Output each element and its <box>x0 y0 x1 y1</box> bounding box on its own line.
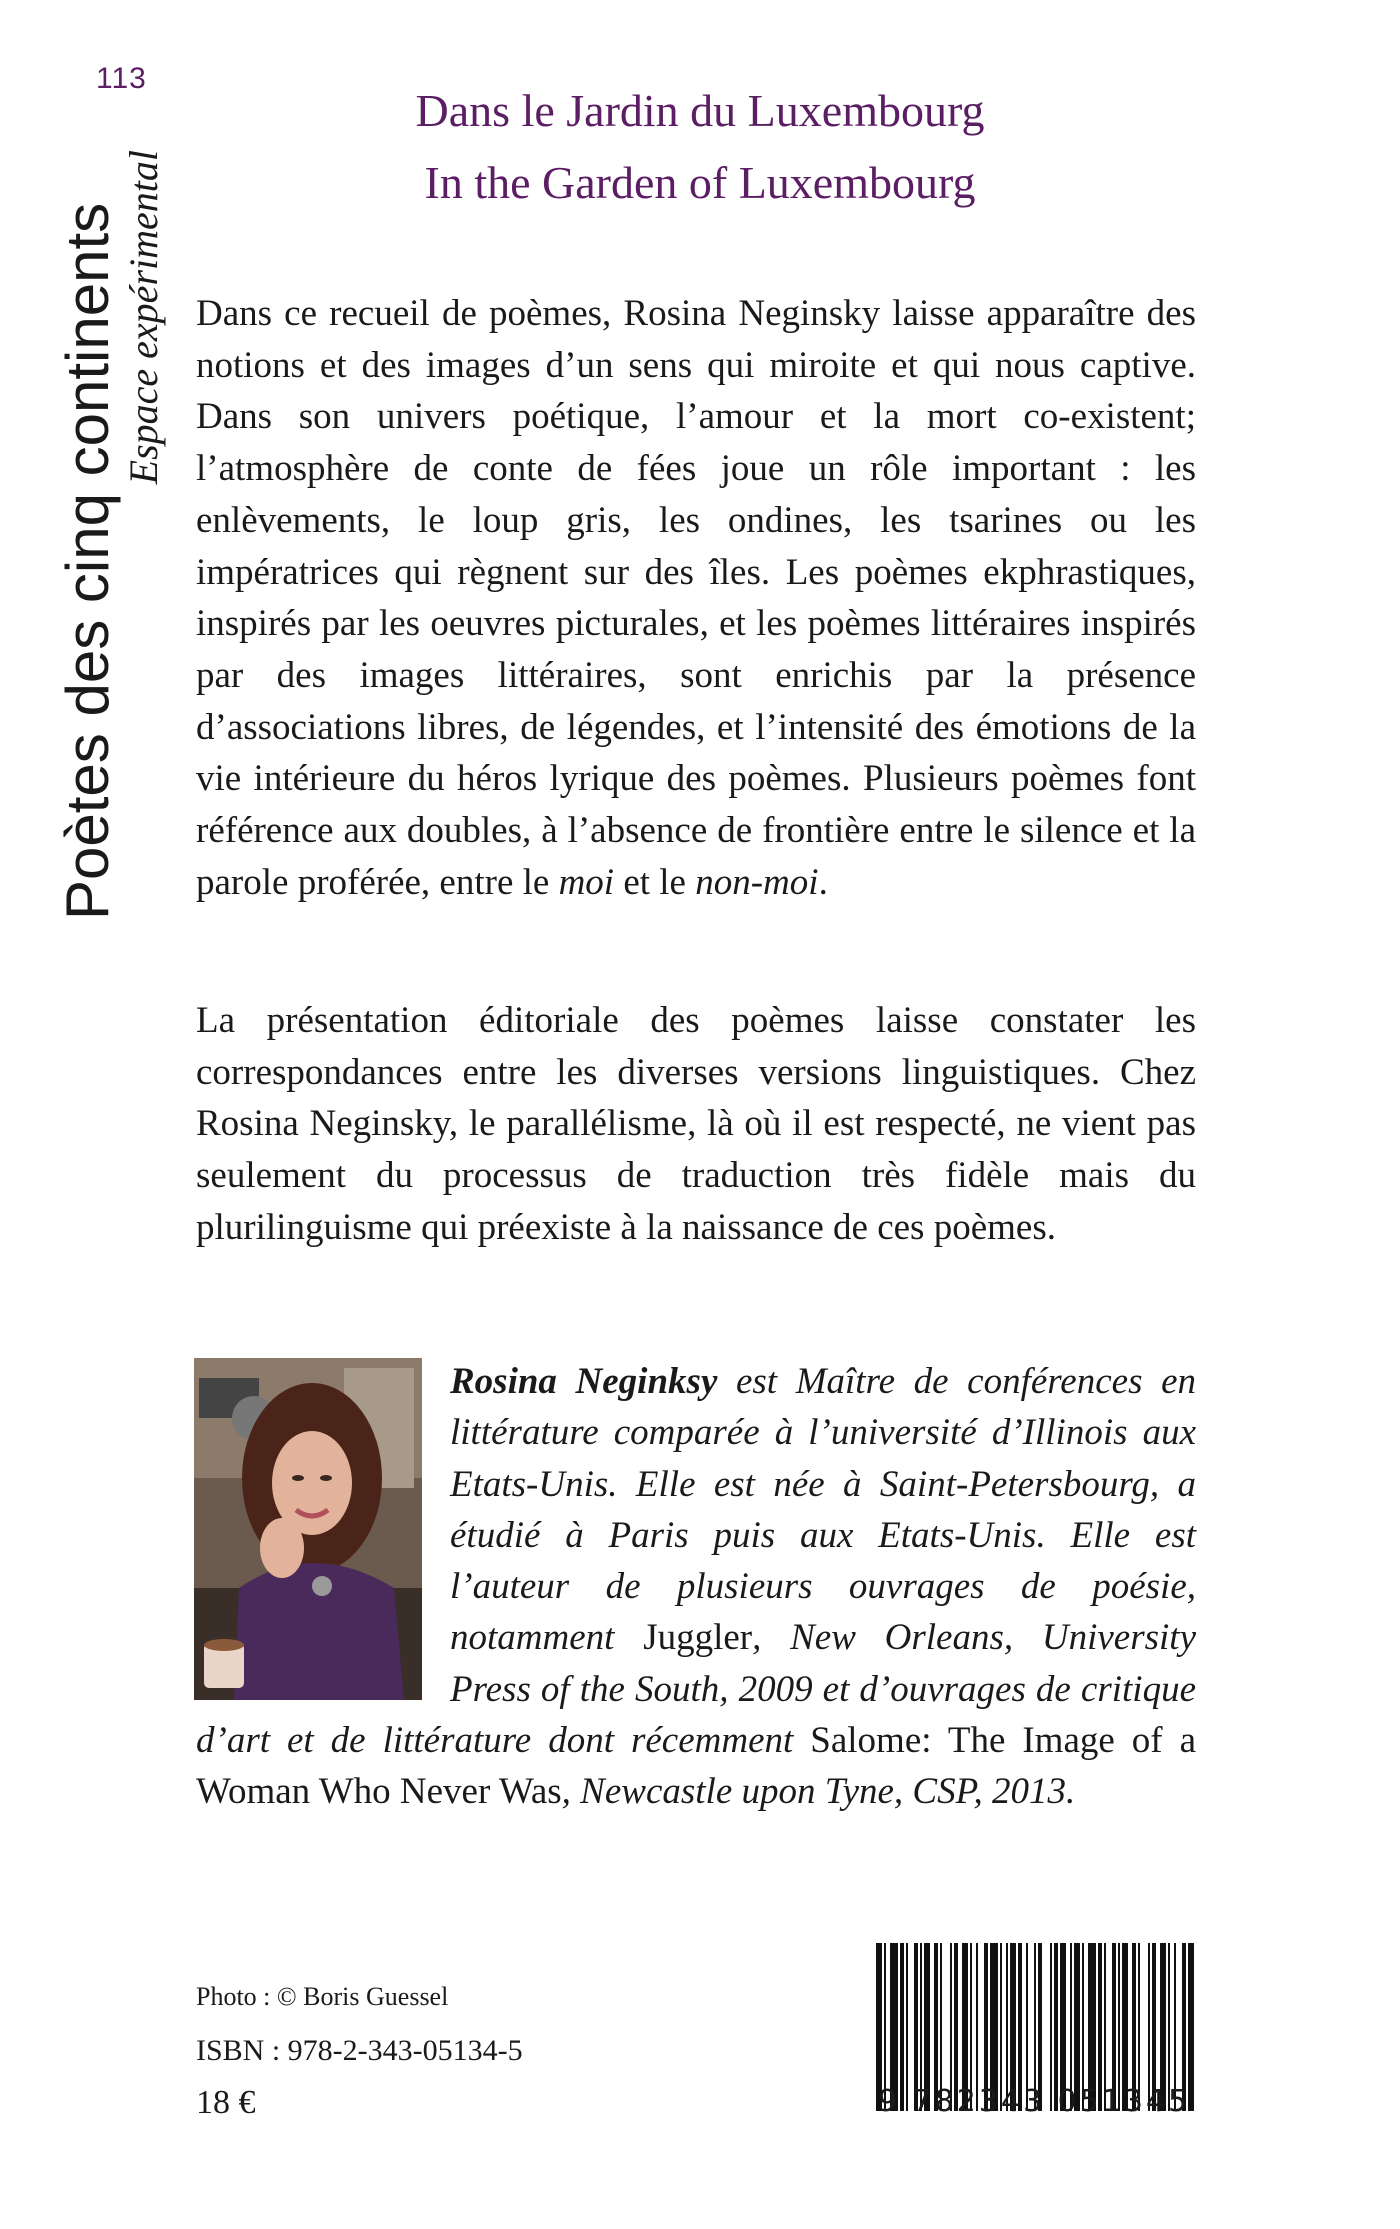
p1-text: Dans ce recueil de poèmes, Rosina Neginsky laisse apparaître des notions et des images d’un sens qui miroite et qui nous captive. Dans son univers poétique, l’amour et la mort co-existent; l’atmosphère de conte de fées joue un rôle important : les enlèvements, le loup gris, les ondines, les tsarines ou les impératrices qui règnent sur des îles. Les poèmes ekphrastiques, inspirés par les oeuvres picturales, et les poèmes littéraires inspirés par des images littéraires, sont enrichis par la présence d’associations libres, de légendes, et l’intensité des émotions de la vie intérieure du héros lyrique des poèmes. Plusieurs poèmes font référence aux doubles, à l’absence de frontière entre le silence et la parole proférée, entre le <box>196 293 1196 903</box>
photo-credit: Photo : © Boris Guessel <box>196 1982 449 2011</box>
price: 18 € <box>196 2084 256 2121</box>
p1-moi: moi <box>558 861 615 903</box>
book-title-fr: Dans le Jardin du Luxembourg <box>415 85 985 136</box>
p1-et: et le <box>614 861 696 903</box>
book-title-en: In the Garden of Luxembourg <box>424 157 976 208</box>
series-number: 113 <box>96 62 147 95</box>
author-name: Rosina Neginksy <box>450 1361 718 1402</box>
photo-wrap-space <box>196 1356 450 1698</box>
barcode-number: 9 782343 051345 <box>877 2084 1191 2119</box>
series-title: Poètes des cinq continents <box>54 202 121 920</box>
p1-nonmoi: non-moi <box>695 861 819 903</box>
bio-book-1: Juggler <box>643 1617 753 1659</box>
bio-book-2: Salome: The Image of a Woman Who Never Was <box>196 1720 1196 1813</box>
bio-text-c: , Newcastle upon Tyne, CSP, 2013. <box>561 1771 1076 1813</box>
description-paragraph-2: La présentation éditoriale des poèmes laisse constater les correspondances entre les diverses versions linguistiques. Chez Rosina Neginsky, le parallélisme, là où il est respecté, ne vient pas seulement du processus de traduction très fidèle mais du plurilinguisme qui préexiste à la naissance de ces poèmes. <box>196 1000 1196 1248</box>
series-spine <box>55 140 175 920</box>
bio-text-a: est Maître de conférences en littérature comparée à l’université d’Illinois aux Etats-Unis. Elle est née à Saint-Petersbourg, a étudié à Paris puis aux Etats-Unis. Elle est l’auteur de plusieurs ouvrages de poésie, notamment <box>450 1361 1197 1659</box>
description-paragraph-1 <box>196 288 1196 908</box>
p1-end: . <box>818 861 828 903</box>
isbn: ISBN : 978-2-343-05134-5 <box>196 2034 523 2067</box>
series-subtitle: Espace expérimental <box>121 150 166 485</box>
author-bio <box>196 1356 1196 1818</box>
bio-text-b: , New Orleans, University Press of the South, 2009 et d’ouvrages de critique d’art et de littérature dont récemment <box>196 1617 1196 1762</box>
